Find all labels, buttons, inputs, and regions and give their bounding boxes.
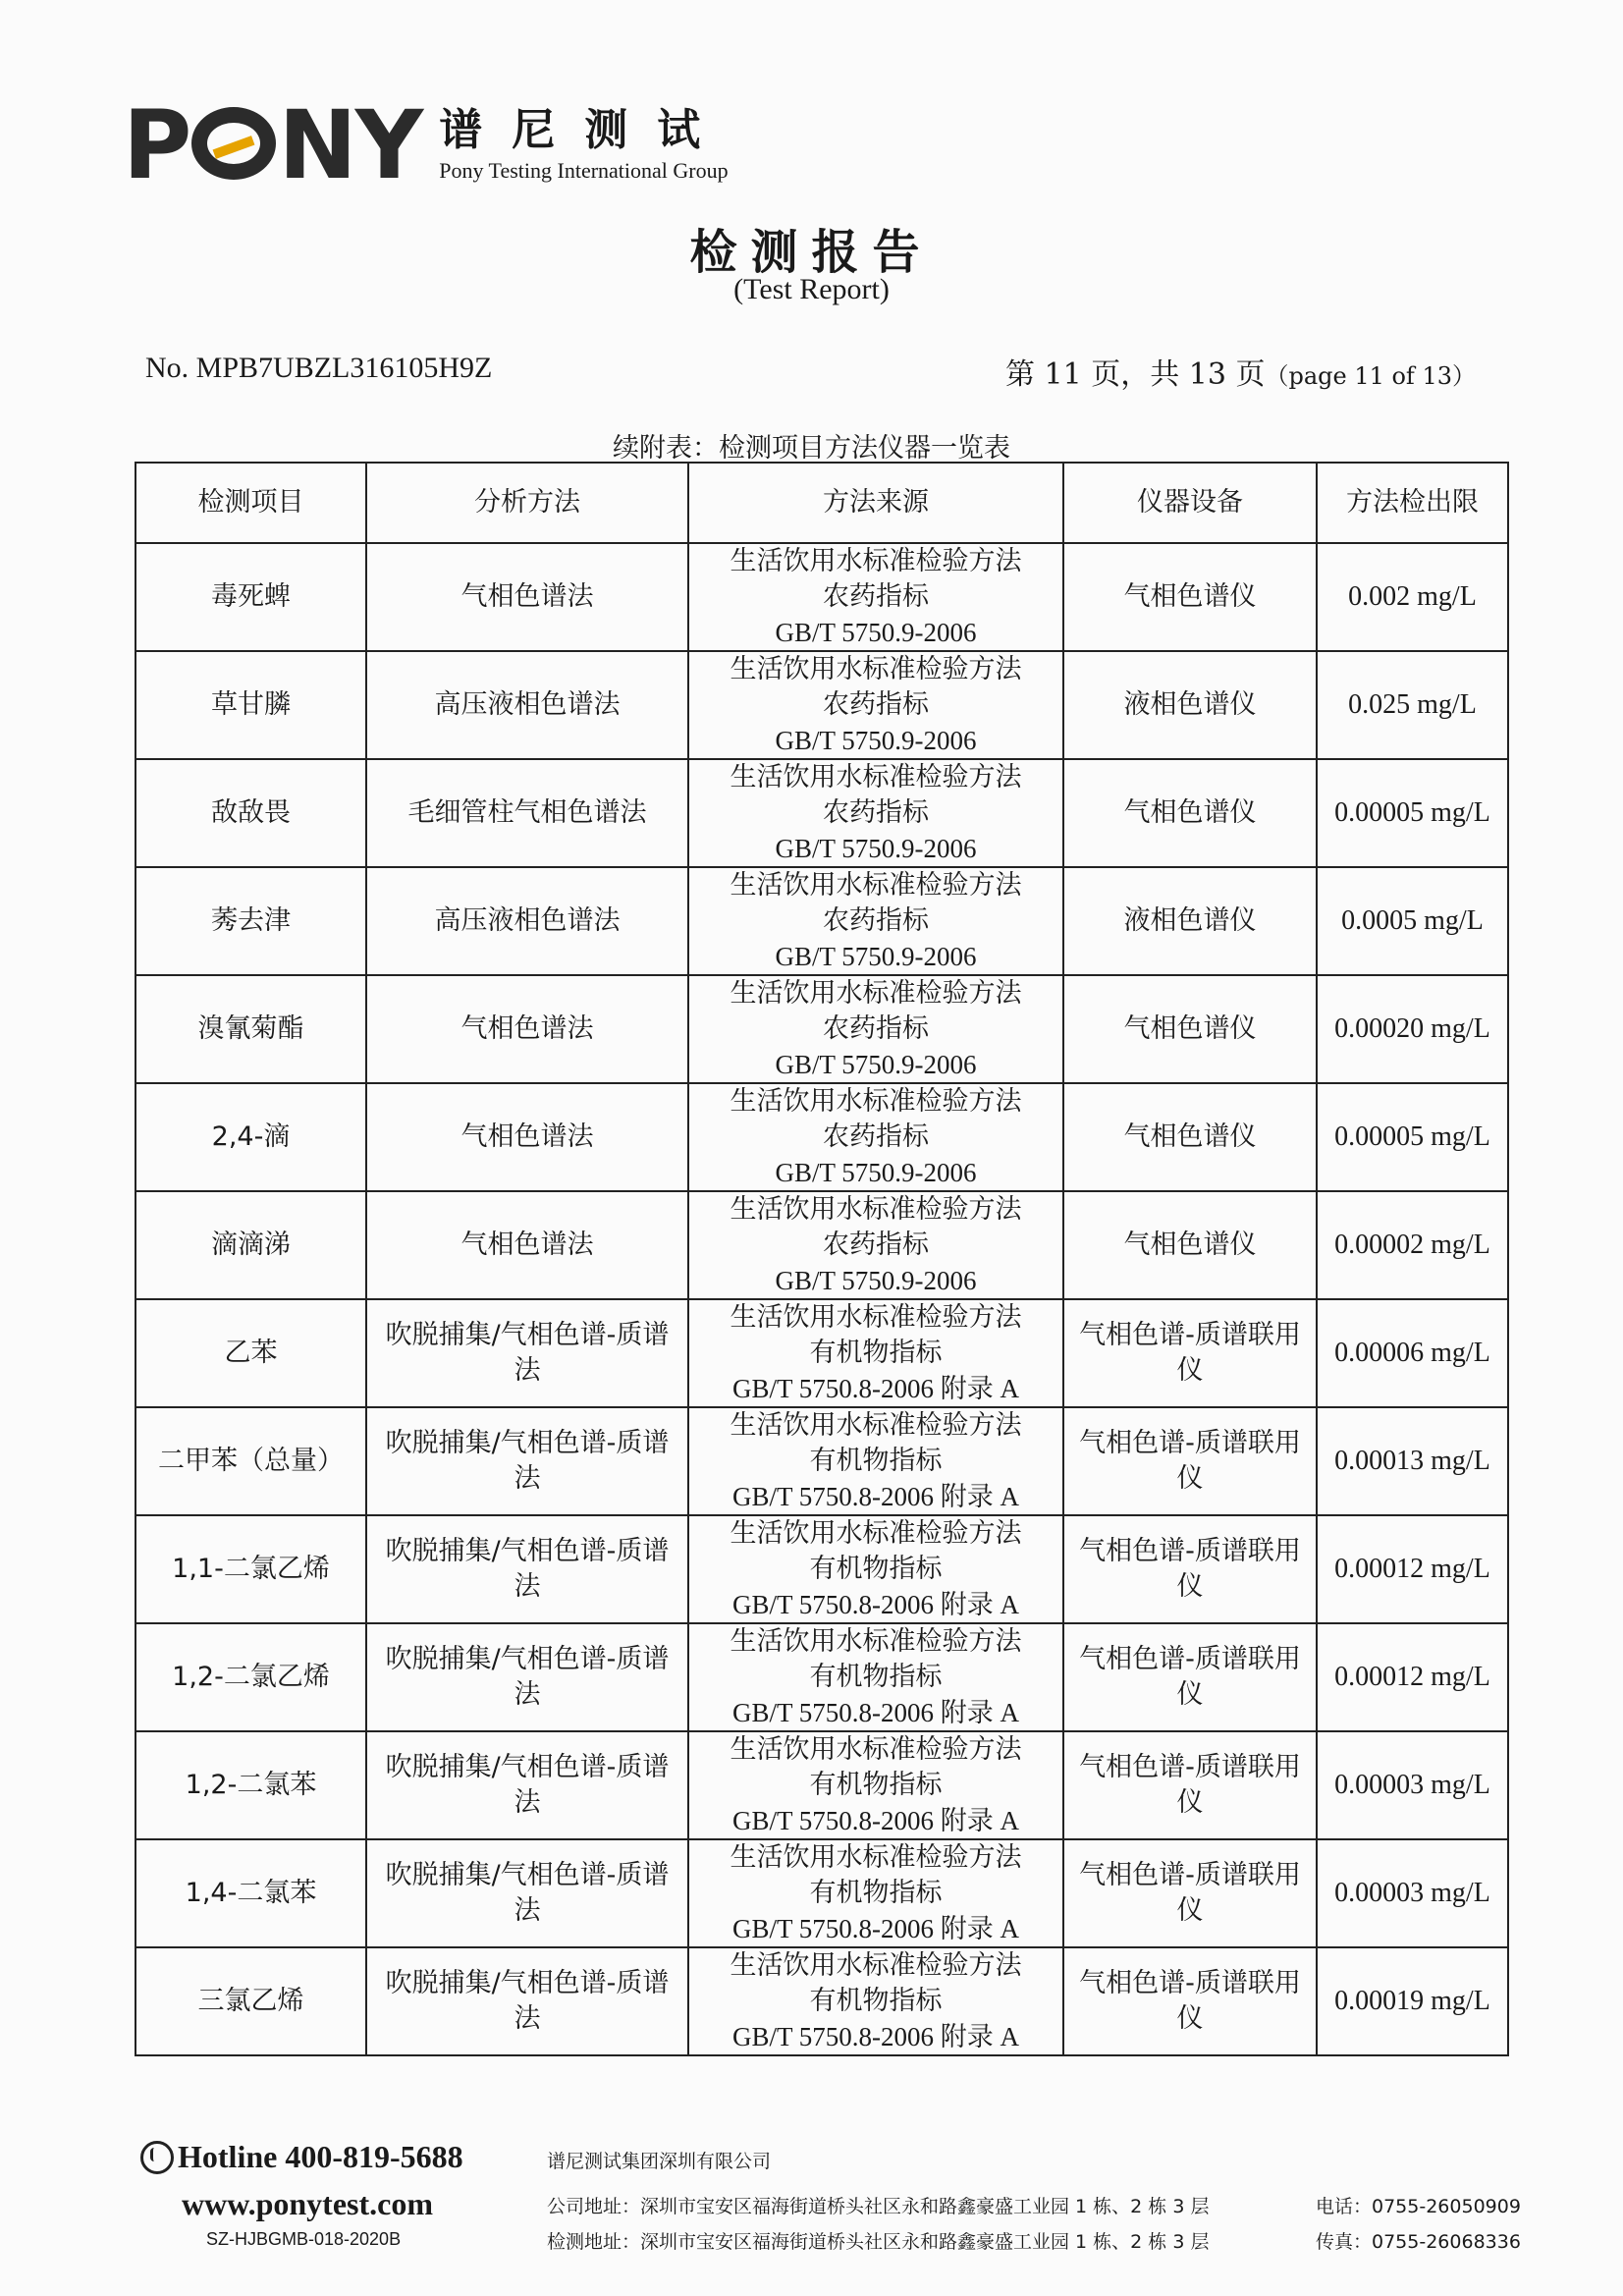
page-info-cn: 第 11 页，共 13 页 (1004, 357, 1266, 392)
cell-method (366, 651, 688, 759)
source-line: GB/T 5750.9-2006 (775, 1158, 977, 1187)
method-text: 毛细管柱气相色谱法 (407, 797, 647, 828)
cell-source (688, 1407, 1063, 1515)
limit-text: 0.00003 mg/L (1334, 1878, 1490, 1908)
footer-company-address: 公司地址：深圳市宝安区福海街道桥头社区永和路鑫豪盛工业园 1 栋、2 栋 3 层 (547, 2196, 1210, 2217)
cell-limit (1317, 1299, 1508, 1407)
method-text: 吹脱捕集/气相色谱-质谱法 (385, 1644, 670, 1710)
cell-instrument (1063, 1731, 1317, 1839)
logo-cn-text: 谱尼测试 (439, 104, 730, 155)
cell-instrument (1063, 1083, 1317, 1191)
cell-limit (1317, 975, 1508, 1083)
source-line: GB/T 5750.8-2006 附录 A (731, 1698, 1019, 1727)
method-text: 吹脱捕集/气相色谱-质谱法 (385, 1968, 670, 2034)
source-line: 有机物指标 (809, 1338, 943, 1368)
source-line: 农药指标 (823, 797, 929, 828)
cell-instrument (1063, 1623, 1317, 1731)
cell-source (688, 543, 1063, 651)
limit-text: 0.00019 mg/L (1334, 1986, 1490, 2016)
limit-text: 0.00012 mg/L (1334, 1662, 1490, 1692)
instrument-text: 液相色谱仪 (1123, 905, 1257, 936)
cell-instrument (1063, 1947, 1317, 2055)
table-row (135, 1839, 1508, 1947)
instrument-text: 气相色谱-质谱联用仪 (1079, 1644, 1301, 1710)
instrument-text: 气相色谱仪 (1123, 797, 1257, 828)
cell-item (135, 1299, 366, 1407)
instrument-text: 气相色谱-质谱联用仪 (1079, 1968, 1301, 2034)
cell-source (688, 1191, 1063, 1299)
company-logo (123, 90, 730, 200)
cell-item (135, 759, 366, 867)
table-row (135, 1299, 1508, 1407)
source-line: GB/T 5750.9-2006 (775, 726, 977, 755)
source-line: 农药指标 (823, 1013, 929, 1044)
table-row (135, 1731, 1508, 1839)
method-text: 吹脱捕集/气相色谱-质谱法 (385, 1752, 670, 1818)
cell-limit (1317, 1947, 1508, 2055)
cell-instrument (1063, 543, 1317, 651)
table-caption: 续附表：检测项目方法仪器一览表 (613, 433, 1010, 464)
table-row (135, 1947, 1508, 2055)
table-row (135, 543, 1508, 651)
cell-source (688, 759, 1063, 867)
source-line: GB/T 5750.8-2006 附录 A (731, 1914, 1019, 1943)
limit-text: 0.00003 mg/L (1334, 1770, 1490, 1800)
cell-item (135, 975, 366, 1083)
method-text: 高压液相色谱法 (434, 689, 621, 720)
method-text: 吹脱捕集/气相色谱-质谱法 (385, 1320, 670, 1386)
cell-source (688, 1623, 1063, 1731)
limit-text: 0.00005 mg/L (1334, 1121, 1490, 1152)
source-line: 农药指标 (823, 1121, 929, 1152)
instrument-text: 气相色谱-质谱联用仪 (1079, 1320, 1301, 1386)
instrument-text: 气相色谱-质谱联用仪 (1079, 1860, 1301, 1926)
item-text: 三氯乙烯 (197, 1986, 304, 2016)
cell-limit (1317, 1731, 1508, 1839)
footer-tel: 电话：0755-26050909 (1316, 2196, 1521, 2217)
source-line: 生活饮用水标准检验方法 (730, 1518, 1022, 1549)
cell-item (135, 543, 366, 651)
source-line: GB/T 5750.9-2006 (775, 618, 977, 647)
cell-item (135, 1191, 366, 1299)
cell-instrument (1063, 975, 1317, 1083)
report-subtitle: (Test Report) (733, 273, 890, 305)
table-header-row (135, 463, 1508, 543)
cell-item (135, 1515, 366, 1623)
source-line: 农药指标 (823, 689, 929, 720)
source-line: GB/T 5750.8-2006 附录 A (731, 1590, 1019, 1619)
method-text: 高压液相色谱法 (434, 905, 621, 936)
table-row (135, 651, 1508, 759)
instrument-text: 气相色谱仪 (1123, 1013, 1257, 1044)
cell-method (366, 1947, 688, 2055)
table-row (135, 1515, 1508, 1623)
cell-source (688, 1515, 1063, 1623)
table-row (135, 1191, 1508, 1299)
table-row (135, 1623, 1508, 1731)
method-text: 吹脱捕集/气相色谱-质谱法 (385, 1428, 670, 1494)
cell-source (688, 1299, 1063, 1407)
item-text: 2,4-滴 (211, 1121, 291, 1152)
cell-instrument (1063, 759, 1317, 867)
item-text: 莠去津 (211, 905, 291, 936)
method-text: 气相色谱法 (460, 1013, 594, 1044)
cell-limit (1317, 1083, 1508, 1191)
phone-icon (140, 2141, 174, 2174)
cell-method (366, 975, 688, 1083)
source-line: GB/T 5750.9-2006 (775, 942, 977, 971)
cell-limit (1317, 1191, 1508, 1299)
hotline-text: Hotline 400-819-5688 (178, 2139, 463, 2174)
column-header: 分析方法 (366, 463, 688, 543)
table-row (135, 1083, 1508, 1191)
cell-instrument (1063, 867, 1317, 975)
cell-source (688, 1083, 1063, 1191)
table-row (135, 867, 1508, 975)
source-line: GB/T 5750.8-2006 附录 A (731, 2022, 1019, 2051)
method-text: 气相色谱法 (460, 1230, 594, 1260)
source-line: 生活饮用水标准检验方法 (730, 546, 1022, 576)
column-header: 仪器设备 (1063, 463, 1317, 543)
item-text: 滴滴涕 (211, 1230, 291, 1260)
cell-method (366, 1839, 688, 1947)
item-text: 敌敌畏 (211, 797, 291, 828)
table-row (135, 759, 1508, 867)
cell-limit (1317, 1407, 1508, 1515)
source-line: 生活饮用水标准检验方法 (730, 1842, 1022, 1873)
cell-source (688, 1947, 1063, 2055)
instrument-text: 气相色谱仪 (1123, 1230, 1257, 1260)
cell-item (135, 1839, 366, 1947)
cell-method (366, 1407, 688, 1515)
method-text: 吹脱捕集/气相色谱-质谱法 (385, 1536, 670, 1602)
logo-o-icon (191, 107, 276, 180)
cell-limit (1317, 1515, 1508, 1623)
cell-limit (1317, 1839, 1508, 1947)
source-line: 生活饮用水标准检验方法 (730, 654, 1022, 684)
source-line: 有机物指标 (809, 1662, 943, 1692)
source-line: 生活饮用水标准检验方法 (730, 1950, 1022, 1981)
source-line: GB/T 5750.8-2006 附录 A (731, 1806, 1019, 1835)
cell-limit (1317, 867, 1508, 975)
footer-company: 谱尼测试集团深圳有限公司 (547, 2151, 772, 2172)
cell-item (135, 1083, 366, 1191)
source-line: 生活饮用水标准检验方法 (730, 1194, 1022, 1225)
item-text: 溴氰菊酯 (197, 1013, 304, 1044)
limit-text: 0.0005 mg/L (1341, 905, 1484, 936)
table-row (135, 1407, 1508, 1515)
cell-instrument (1063, 1191, 1317, 1299)
item-text: 草甘膦 (211, 689, 291, 720)
source-line: 农药指标 (823, 581, 929, 612)
source-line: 有机物指标 (809, 1554, 943, 1584)
limit-text: 0.00013 mg/L (1334, 1446, 1490, 1476)
source-line: 生活饮用水标准检验方法 (730, 978, 1022, 1009)
report-number: No. MPB7UBZL316105H9Z (145, 352, 493, 384)
item-text: 1,4-二氯苯 (185, 1878, 317, 1908)
footer-doc-code: SZ-HJBGMB-018-2020B (206, 2229, 402, 2249)
limit-text: 0.002 mg/L (1348, 581, 1477, 612)
instrument-text: 液相色谱仪 (1123, 689, 1257, 720)
cell-instrument (1063, 651, 1317, 759)
source-line: 生活饮用水标准检验方法 (730, 1302, 1022, 1333)
footer-fax: 传真：0755-26068336 (1316, 2231, 1521, 2253)
cell-source (688, 867, 1063, 975)
limit-text: 0.00002 mg/L (1334, 1230, 1490, 1260)
source-line: 生活饮用水标准检验方法 (730, 1410, 1022, 1441)
column-header: 检测项目 (135, 463, 366, 543)
cell-item (135, 651, 366, 759)
cell-instrument (1063, 1299, 1317, 1407)
source-line: GB/T 5750.8-2006 附录 A (731, 1374, 1019, 1403)
cell-method (366, 1515, 688, 1623)
item-text: 乙苯 (224, 1338, 278, 1368)
cell-instrument (1063, 1839, 1317, 1947)
cell-item (135, 1623, 366, 1731)
source-line: GB/T 5750.9-2006 (775, 1266, 977, 1295)
instrument-text: 气相色谱-质谱联用仪 (1079, 1536, 1301, 1602)
cell-method (366, 1299, 688, 1407)
limit-text: 0.025 mg/L (1348, 689, 1477, 720)
page-info-en: （page 11 of 13） (1265, 362, 1476, 390)
footer-website: www.ponytest.com (182, 2186, 433, 2221)
cell-item (135, 1407, 366, 1515)
source-line: GB/T 5750.8-2006 附录 A (731, 1482, 1019, 1511)
cell-instrument (1063, 1407, 1317, 1515)
cell-method (366, 1731, 688, 1839)
cell-item (135, 1947, 366, 2055)
cell-method (366, 1083, 688, 1191)
method-text: 气相色谱法 (460, 1121, 594, 1152)
source-line: 农药指标 (823, 1230, 929, 1260)
instrument-text: 气相色谱仪 (1123, 1121, 1257, 1152)
cell-method (366, 1191, 688, 1299)
cell-source (688, 975, 1063, 1083)
column-header: 方法来源 (688, 463, 1063, 543)
item-text: 1,2-二氯苯 (185, 1770, 317, 1800)
method-text: 吹脱捕集/气相色谱-质谱法 (385, 1860, 670, 1926)
cell-method (366, 543, 688, 651)
cell-method (366, 759, 688, 867)
cell-instrument (1063, 1515, 1317, 1623)
limit-text: 0.00020 mg/L (1334, 1013, 1490, 1044)
methods-table (135, 462, 1509, 2056)
source-line: GB/T 5750.9-2006 (775, 1050, 977, 1079)
footer-lab-address: 检测地址：深圳市宝安区福海街道桥头社区永和路鑫豪盛工业园 1 栋、2 栋 3 层 (547, 2231, 1210, 2253)
cell-limit (1317, 651, 1508, 759)
footer-hotline (140, 2139, 463, 2175)
instrument-text: 气相色谱-质谱联用仪 (1079, 1752, 1301, 1818)
source-line: 生活饮用水标准检验方法 (730, 1086, 1022, 1117)
page-info (1005, 350, 1476, 393)
item-text: 毒死蜱 (211, 581, 291, 612)
source-line: 生活饮用水标准检验方法 (730, 1734, 1022, 1765)
source-line: 有机物指标 (809, 1986, 943, 2016)
item-text: 二甲苯（总量） (158, 1446, 344, 1476)
limit-text: 0.00012 mg/L (1334, 1554, 1490, 1584)
item-text: 1,2-二氯乙烯 (172, 1662, 330, 1692)
cell-limit (1317, 759, 1508, 867)
source-line: 生活饮用水标准检验方法 (730, 870, 1022, 901)
instrument-text: 气相色谱仪 (1123, 581, 1257, 612)
limit-text: 0.00005 mg/L (1334, 797, 1490, 828)
source-line: 有机物指标 (809, 1446, 943, 1476)
cell-source (688, 1839, 1063, 1947)
cell-source (688, 1731, 1063, 1839)
logo-mark: P NY (123, 90, 422, 200)
cell-source (688, 651, 1063, 759)
column-header: 方法检出限 (1317, 463, 1508, 543)
instrument-text: 气相色谱-质谱联用仪 (1079, 1428, 1301, 1494)
cell-method (366, 867, 688, 975)
source-line: 农药指标 (823, 905, 929, 936)
source-line: GB/T 5750.9-2006 (775, 834, 977, 863)
source-line: 生活饮用水标准检验方法 (730, 762, 1022, 793)
table-row (135, 975, 1508, 1083)
source-line: 生活饮用水标准检验方法 (730, 1626, 1022, 1657)
cell-limit (1317, 1623, 1508, 1731)
limit-text: 0.00006 mg/L (1334, 1338, 1490, 1368)
item-text: 1,1-二氯乙烯 (172, 1554, 330, 1584)
cell-item (135, 867, 366, 975)
method-text: 气相色谱法 (460, 581, 594, 612)
logo-en-text: Pony Testing International Group (439, 158, 729, 184)
report-title: 检测报告 (689, 225, 934, 280)
cell-method (366, 1623, 688, 1731)
cell-limit (1317, 543, 1508, 651)
cell-item (135, 1731, 366, 1839)
source-line: 有机物指标 (809, 1878, 943, 1908)
source-line: 有机物指标 (809, 1770, 943, 1800)
